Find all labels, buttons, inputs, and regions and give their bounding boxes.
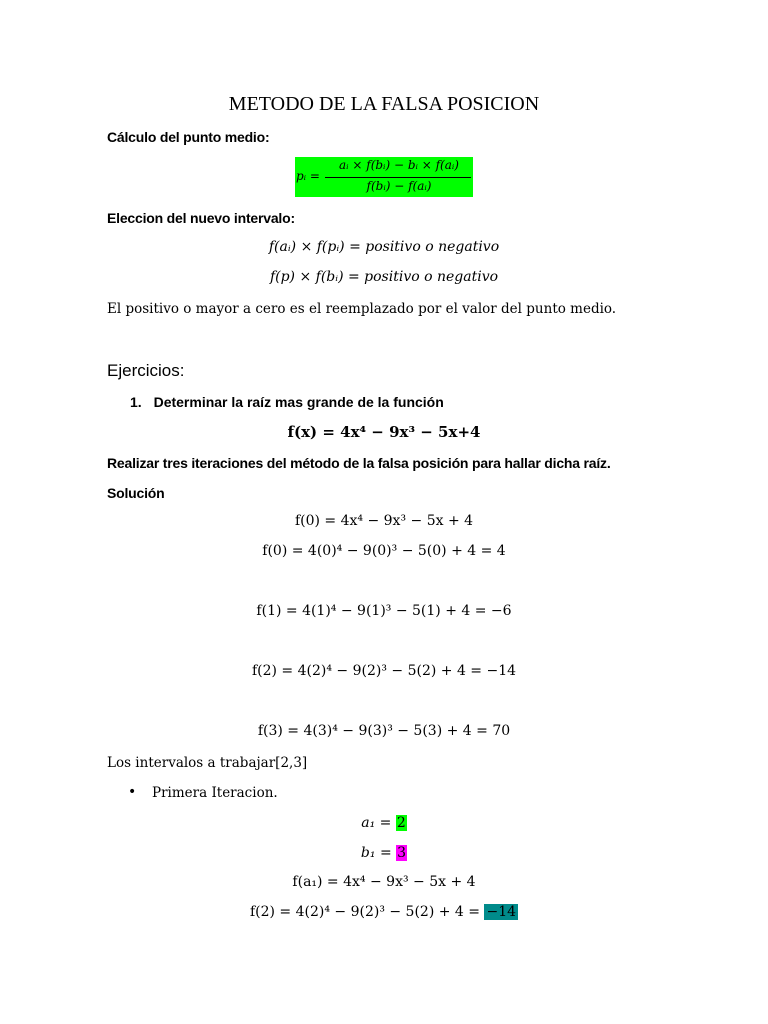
formula-denominator: f(bᵢ) − f(aᵢ) [366,179,432,193]
interval-equation-1: f(aᵢ) × f(pᵢ) = positivo o negativo [268,239,500,255]
interval-equation-2: f(p) × f(bᵢ) = positivo o negativo [269,269,499,285]
list-item-text: Determinar la raíz mas grande de la función [153,394,444,410]
b1-equation [0,845,768,861]
list-number: 1. [130,394,142,410]
formula-numerator: aᵢ × f(bᵢ) − bᵢ × f(aᵢ) [339,158,459,172]
a1-value: 2 [396,815,406,831]
equation-f0-definition: f(0) = 4x⁴ − 9x³ − 5x + 4 [294,513,474,529]
bullet-icon: • [128,784,137,800]
a1-equation [0,815,768,831]
first-iteration-label: Primera Iteracion. [152,785,278,801]
equation-f2: f(2) = 4(2)⁴ − 9(2)³ − 5(2) + 4 = −14 [251,663,517,679]
solution-heading: Solución [107,485,165,501]
equation-f0: f(0) = 4(0)⁴ − 9(0)³ − 5(0) + 4 = 4 [262,543,506,559]
fa1-equation: f(a₁) = 4x⁴ − 9x³ − 5x + 4 [292,874,476,890]
exercise-item-1 [130,394,444,410]
rule-text: El positivo o mayor a cero es el reemplazado por el valor del punto medio. [107,301,617,317]
a1-label: a₁ = [361,815,392,831]
exercises-heading: Ejercicios: [107,361,185,380]
f2-evaluation [0,904,768,920]
instruction-text: Realizar tres iteraciones del método de la falsa posición para hallar dicha raíz. [107,455,611,471]
f2-value: −14 [486,904,517,920]
formula-lhs: pᵢ = [296,169,320,183]
intervals-text: Los intervalos a trabajar[2,3] [107,755,308,771]
midpoint-formula [295,157,473,197]
fraction-bar [325,177,471,178]
b1-value: 3 [397,845,407,861]
interval-heading: Eleccion del nuevo intervalo: [107,210,295,226]
equation-f3: f(3) = 4(3)⁴ − 9(3)³ − 5(3) + 4 = 70 [257,723,511,739]
midpoint-heading: Cálculo del punto medio: [107,129,270,145]
f2-evaluation-prefix: f(2) = 4(2)⁴ − 9(2)³ − 5(2) + 4 = [249,904,481,920]
equation-f1: f(1) = 4(1)⁴ − 9(1)³ − 5(1) + 4 = −6 [256,603,512,619]
b1-label: b₁ = [360,845,392,861]
function-equation: f(x) = 4x⁴ − 9x³ − 5x+4 [287,423,481,441]
page-title: METODO DE LA FALSA POSICION [228,93,540,115]
